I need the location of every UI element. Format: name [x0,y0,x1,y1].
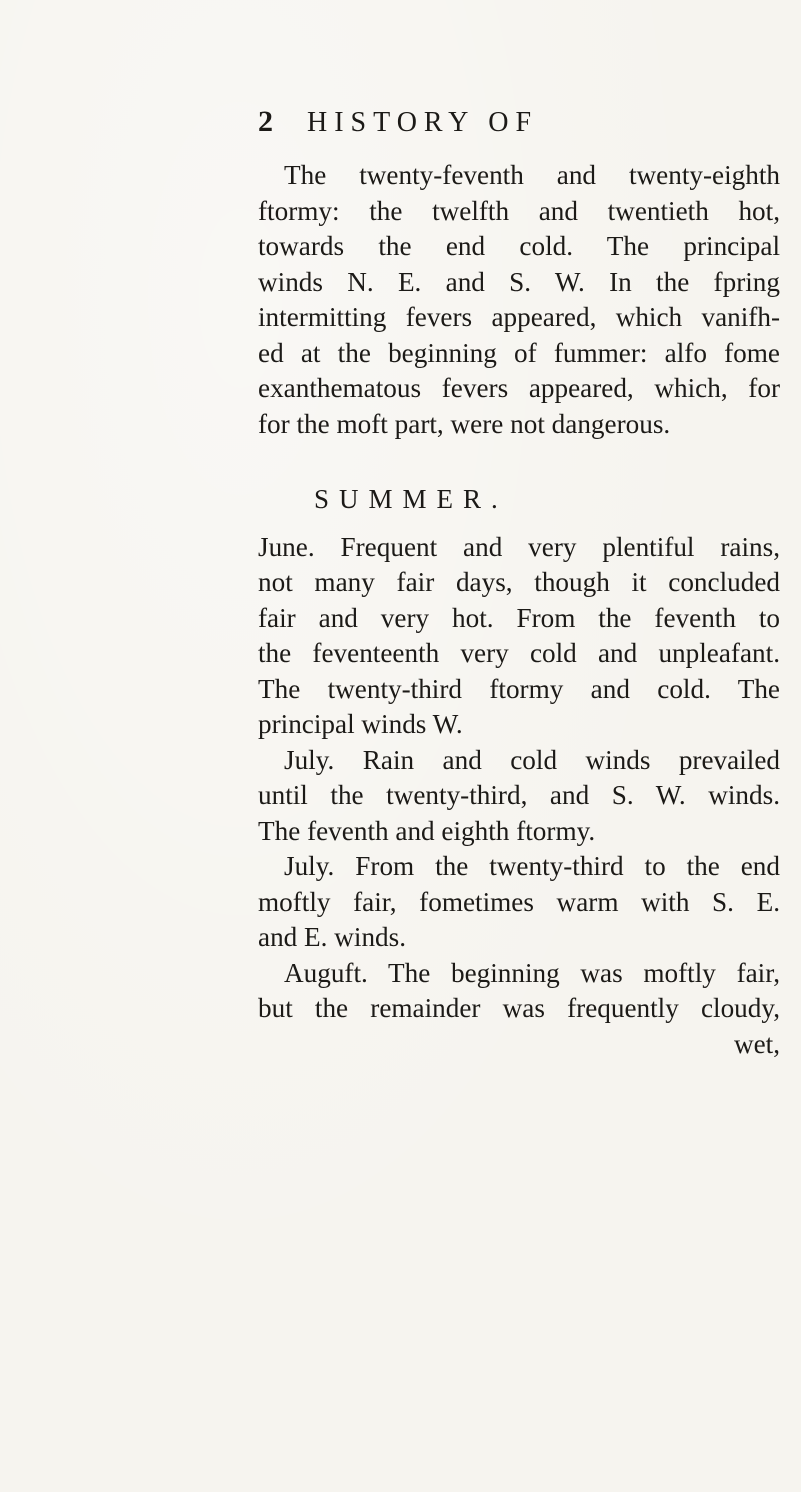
running-title: HISTORY OF [307,107,539,138]
text-line: not many fair days, though it concluded [258,567,780,597]
july-paragraph-1 [258,743,780,850]
text-line: the feventeenth very cold and unpleafant. [258,638,780,668]
running-header [258,105,538,141]
text-line: until the twenty-third, and S. W. winds. [258,780,780,810]
text-line: fair and very hot. From the feventh to [258,602,780,633]
august-paragraph [258,956,780,1027]
june-paragraph [258,530,780,743]
text-line: moftly fair, fometimes warm with S. E. [258,886,780,917]
text-line: The twenty-third ftormy and cold. The [258,673,780,704]
page-number: 2 [258,105,273,138]
text-line: July. From the twenty-third to the end [284,851,780,881]
text-line: winds N. E. and S. W. In the fpring [258,266,780,297]
text-line: but the remainder was frequently cloudy, [258,993,780,1023]
text-line: June. Frequent and very plentiful rains, [258,531,780,562]
text-line: and E. winds. [258,922,407,952]
text-line: principal winds W. [258,709,463,739]
body-text [258,158,780,1062]
text-line: exanthematous fevers appeared, which, for [258,373,780,403]
text-line: Auguft. The beginning was moftly fair, [284,957,780,988]
text-line: towards the end cold. The principal [258,231,780,261]
text-line: ftormy: the twelfth and twentieth hot, [258,195,780,226]
july-paragraph-2 [258,849,780,956]
catchword: wet, [733,1028,780,1059]
spring-paragraph [258,158,780,442]
text-line: for the moft part, were not dangerous. [258,408,671,439]
text-line: The feventh and eighth ftormy. [258,815,596,846]
section-heading-summer: SUMMER. [314,484,508,514]
text-line: The twenty-feventh and twenty-eighth [284,160,780,190]
text-line: intermitting fevers appeared, which vanifh- [258,302,780,332]
text-line: ed at the beginning of fummer: alfo fome [258,337,780,368]
text-line: July. Rain and cold winds prevailed [284,744,780,775]
